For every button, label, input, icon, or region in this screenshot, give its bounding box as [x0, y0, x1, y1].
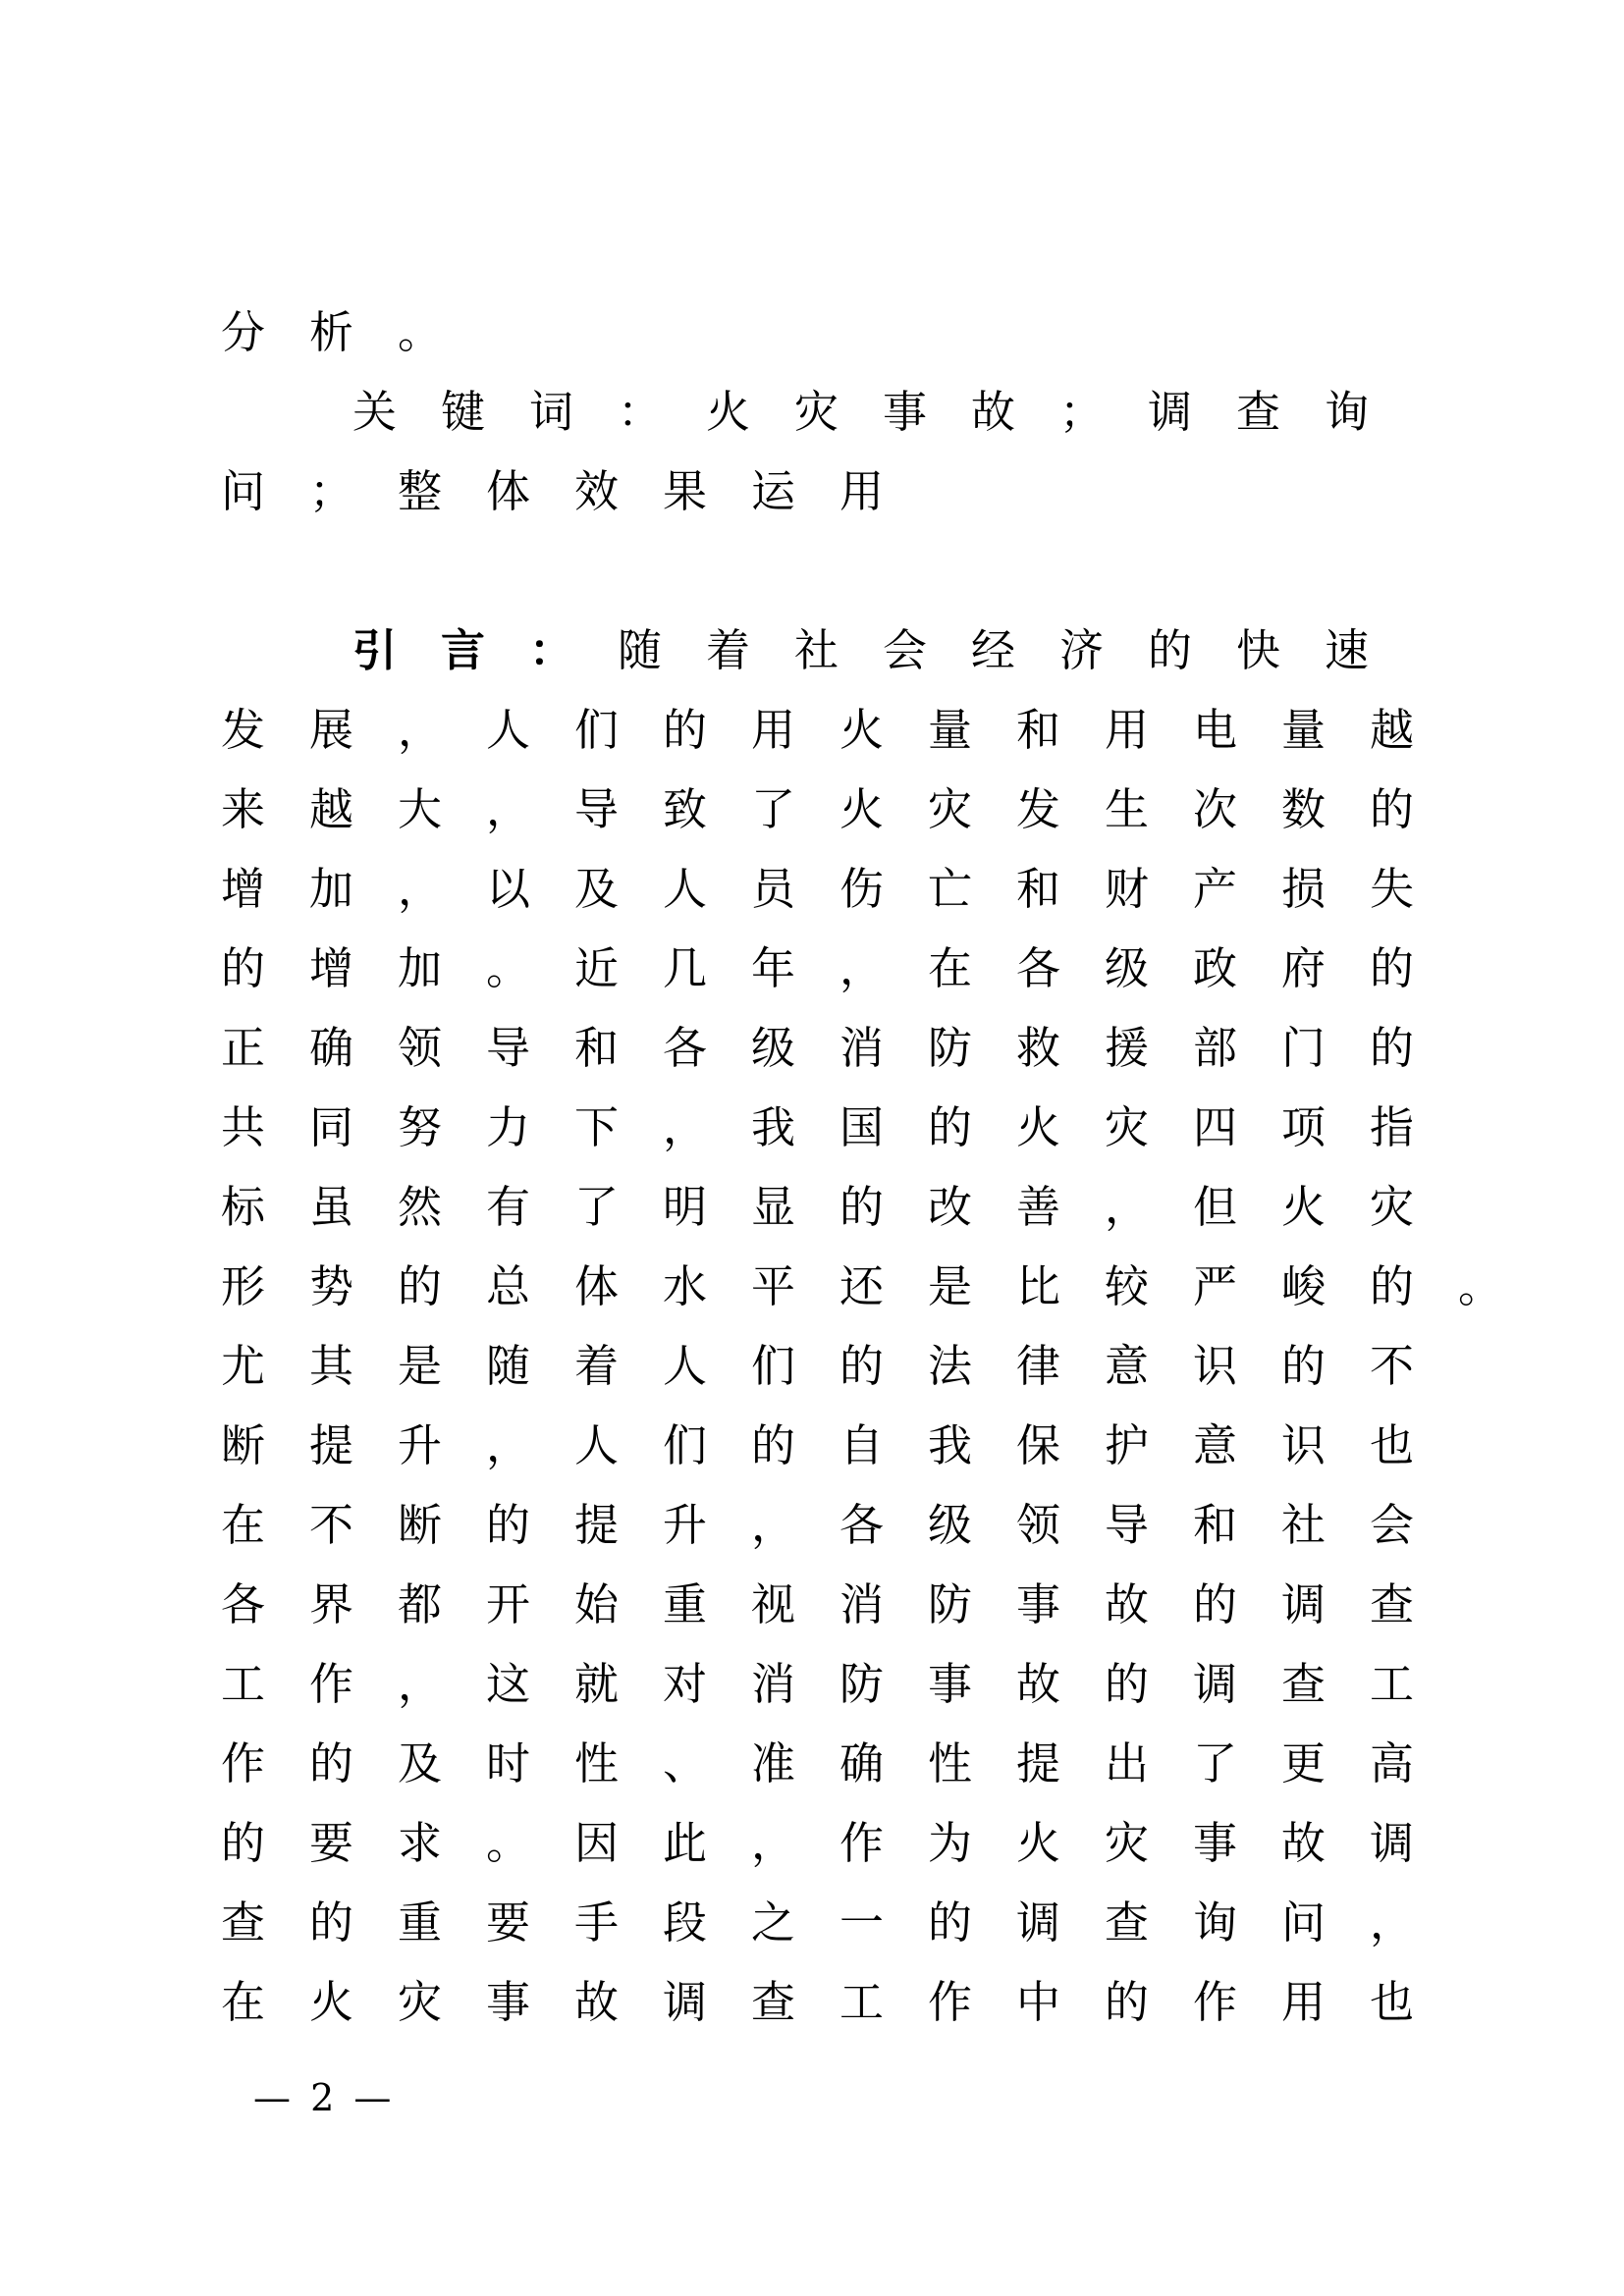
text-line: 各界都开始重视消防事故的调查	[221, 1578, 1459, 1630]
intro-text: 随着社会经济的快速	[618, 624, 1414, 676]
text-line: 断提升，人们的自我保护意识也	[221, 1419, 1459, 1471]
text-line: 的增加。近几年，在各级政府的	[221, 942, 1459, 994]
text-line: 正确领导和各级消防救援部门的	[221, 1022, 1459, 1074]
text-line: 查的重要手段之一的调查询问，	[221, 1896, 1459, 1949]
text-line: 共同努力下，我国的火灾四项指	[221, 1101, 1459, 1153]
intro-line	[221, 611, 1615, 690]
intro-paragraph	[221, 690, 1615, 2042]
text-line: 在火灾事故调查工作中的作用也	[221, 1976, 1459, 2028]
text-line: 发展，人们的用火量和用电量越	[221, 704, 1459, 756]
page-number: — 2 —	[253, 2076, 396, 2119]
text-line: 尤其是随着人们的法律意识的不	[221, 1340, 1459, 1392]
text-line: 工作，这就对消防事故的调查工	[221, 1658, 1459, 1710]
keywords-line-2: 问；整体效果运用	[221, 465, 929, 517]
text-line: 作的及时性、准确性提出了更高	[221, 1737, 1459, 1789]
document-body	[221, 293, 1615, 2042]
text-line: 在不断的提升，各级领导和社会	[221, 1499, 1459, 1551]
text-line: 标虽然有了明显的改善，但火灾	[221, 1181, 1459, 1233]
text-line: 来越大，导致了火灾发生次数的	[221, 783, 1459, 835]
keywords-line	[221, 372, 1615, 452]
text-line: 增加，以及人员伤亡和财产损失	[221, 863, 1459, 915]
text-line: 的要求。因此，作为火灾事故调	[221, 1817, 1459, 1869]
blank-line	[221, 531, 1615, 611]
keywords-label: 关键词：	[352, 386, 707, 438]
keywords-text: 火灾事故；调查询	[706, 386, 1414, 438]
text-line: 形势的总体水平还是比较严峻的。	[221, 1260, 1547, 1312]
intro-label: 引言：	[352, 624, 619, 676]
text-line: 分析。	[221, 306, 487, 358]
